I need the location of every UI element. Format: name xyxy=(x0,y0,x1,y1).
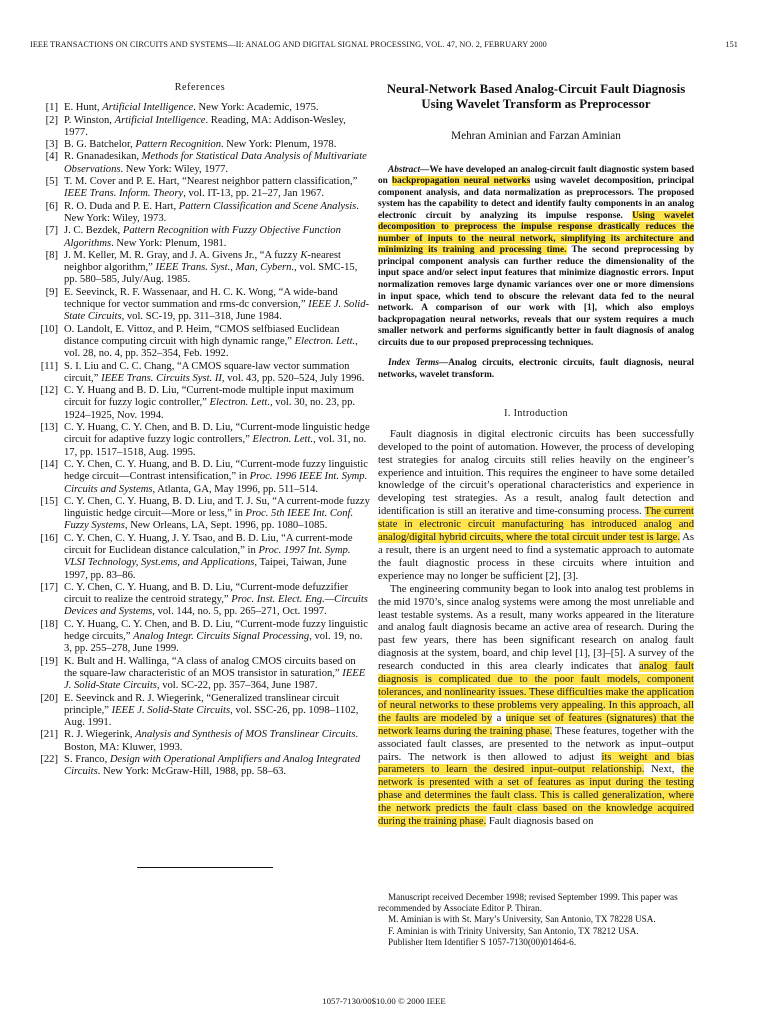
text-run: -nearest neighbor algorithm,” xyxy=(64,249,341,274)
footnote-pii: Publisher Item Identifier S 1057-7130(00)01464-6. xyxy=(388,936,577,947)
italic-text: K xyxy=(300,249,308,261)
highlighted-text: unique set of features (signatures) that the network learns during the training phase. xyxy=(378,712,694,737)
reference-number: [5] xyxy=(45,176,58,188)
footnote-received: Manuscript received December 1998; revised September 1999. This paper was recommended by Associate Editor P. Thiran. xyxy=(378,892,678,914)
text-run: Next, xyxy=(644,764,682,776)
italic-text: Methods for Statistical Data Analysis of Multivariate Observations xyxy=(64,151,367,175)
italic-text: IEEE J. Solid-State Circuits xyxy=(64,667,366,692)
running-header xyxy=(30,40,738,49)
reference-text xyxy=(64,361,370,386)
text-run: S. I. Liu and C. C. Chang, “A CMOS square-law vector summation circuit,” xyxy=(64,360,350,384)
reference-item xyxy=(30,115,370,140)
text-run: R. J. Wiegerink, xyxy=(64,729,136,741)
paper-title-line-2: Using Wavelet Transform as Preprocessor xyxy=(421,97,651,111)
text-run: . New York: Plenum, 1978. xyxy=(221,139,337,151)
text-run: J. M. Keller, M. R. Gray, and J. A. Givens Jr., “A fuzzy xyxy=(64,249,301,261)
reference-text xyxy=(64,115,370,140)
italic-text: Proc. 1997 Int. Symp. VLSI Technology, Syst.ems, and Applications xyxy=(64,544,351,569)
copyright-line: 1057-7130/00$10.00 © 2000 IEEE xyxy=(322,996,446,1006)
italic-text: Artificial Intelligence xyxy=(114,114,206,126)
reference-text xyxy=(64,459,370,496)
text-run: We have developed an analog-circuit fault diagnostic system based on xyxy=(378,164,694,187)
reference-text xyxy=(64,176,370,201)
text-run: , vol. SMC-15, pp. 580–585, July/Aug. 1985. xyxy=(64,262,358,286)
text-run: , Taipei, Taiwan, June 1997, pp. 83–86. xyxy=(64,557,347,581)
footnote xyxy=(378,892,694,948)
section-heading: I. Introduction xyxy=(504,408,568,420)
italic-text: Proc. Inst. Elect. Eng.—Circuits Devices and Systems xyxy=(64,594,368,618)
reference-item xyxy=(30,422,370,459)
reference-item xyxy=(30,385,370,422)
reference-item xyxy=(30,656,370,693)
reference-text xyxy=(64,151,370,176)
reference-number: [10] xyxy=(40,323,58,335)
reference-text xyxy=(64,729,370,754)
text-run: C. Y. Chen, C. Y. Huang, B. D. Liu, and T. J. Su, “A current-mode fuzzy linguistic hedge circuit—More or less,” in xyxy=(64,495,370,520)
text-run: K. Bult and H. Wallinga, “A class of analog CMOS circuits based on the square-law characteristic of an MOS transistor in saturation,” xyxy=(64,655,356,679)
reference-item xyxy=(30,176,370,201)
reference-text xyxy=(64,139,370,151)
reference-number: [3] xyxy=(45,139,58,151)
reference-number: [8] xyxy=(45,249,58,261)
abstract-body xyxy=(378,165,694,348)
italic-text: Design with Operational Amplifiers and Analog Integrated Circuits xyxy=(64,754,361,778)
text-run: , vol. 30, no. 23, pp. 1924–1925, Nov. 1994. xyxy=(64,397,356,421)
reference-item xyxy=(30,582,370,619)
reference-item xyxy=(30,754,370,779)
text-run: E. Seevinck, R. F. Wassenaar, and H. C. K. Wong, “A wide-band technique for vector summation and rms-dc conversion,” xyxy=(64,286,338,311)
reference-item xyxy=(30,225,370,250)
references-list xyxy=(30,102,370,778)
reference-text xyxy=(64,287,370,324)
italic-text: IEEE Trans. Circuits Syst. II xyxy=(101,372,222,384)
text-run: Fault diagnosis in digital electronic circuits has been successfully developed to the point of automation. However, the process of developing test strategies for analog circuits still relies heavily on the engineer’s experience and intuition. This requires the engineer to have some detailed knowledge of the circuit’s operational characteristics and experience in developing test strategies. As a result, analog fault detection and identification is still an iterative and time-consuming process. xyxy=(378,428,694,518)
italic-text: Analog Integr. Circuits Signal Processing xyxy=(133,631,310,643)
text-run: . New York: Wiley, 1973. xyxy=(64,200,359,224)
reference-text xyxy=(64,324,370,361)
reference-item xyxy=(30,533,370,582)
text-run: , Atlanta, GA, May 1996, pp. 511–514. xyxy=(152,483,319,495)
reference-text xyxy=(64,619,370,656)
reference-number: [17] xyxy=(40,581,58,593)
text-run: C. Y. Chen, C. Y. Huang, and B. D. Liu, “Current-mode fuzzy linguistic hedge circuit—Contrast intensification,” in xyxy=(64,458,368,483)
text-run: R. Gnanadesikan, xyxy=(64,151,142,163)
text-run: , vol. 144, no. 5, pp. 265–271, Oct. 1997. xyxy=(152,606,327,618)
text-run: C. Y. Huang, C. Y. Chen, and B. D. Liu, “Current-mode fuzzy linguistic hedge circuits,” xyxy=(64,618,368,643)
reference-number: [7] xyxy=(45,225,58,237)
reference-item xyxy=(30,459,370,496)
reference-number: [18] xyxy=(40,618,58,630)
page-number: 151 xyxy=(725,40,738,49)
italic-text: Analysis and Synthesis of MOS Translinear Circuits xyxy=(135,729,356,741)
reference-item xyxy=(30,693,370,730)
reference-number: [22] xyxy=(40,754,58,766)
reference-item xyxy=(30,324,370,361)
paper-authors: Mehran Aminian and Farzan Aminian xyxy=(451,130,621,142)
italic-text: Pattern Recognition with Fuzzy Objective Function Algorithms xyxy=(64,225,341,249)
text-run: , vol. 28, no. 4, pp. 352–354, Feb. 1992. xyxy=(64,335,358,360)
reference-text xyxy=(64,754,370,779)
text-run: E. Hunt, xyxy=(64,102,103,114)
text-run: Fault diagnosis based on xyxy=(486,816,594,828)
text-run: , vol. 43, pp. 520–524, July 1996. xyxy=(221,372,365,384)
text-run: S. Franco, xyxy=(64,754,110,766)
italic-text: Pattern Recognition xyxy=(135,139,221,151)
highlighted-text: Using wavelet decomposition to preprocess the impulse response drastically reduces the number of inputs to the neural network, simplifying its architecture and minimizing its training and processing time. xyxy=(378,210,694,256)
references-heading: References xyxy=(174,82,226,93)
text-run: J. C. Bezdek, xyxy=(64,225,123,237)
text-run: R. O. Duda and P. E. Hart, xyxy=(64,200,179,212)
footnote-affiliation-2: F. Aminian is with Trinity University, San Antonio, TX 78212 USA. xyxy=(388,925,639,936)
text-run: . New York: Academic, 1975. xyxy=(193,102,319,114)
highlighted-text: its weight and bias parameters to learn the desired input–output relationship. xyxy=(378,751,694,776)
reference-number: [15] xyxy=(40,495,58,507)
reference-item xyxy=(30,619,370,656)
text-run: B. G. Batchelor, xyxy=(64,139,136,151)
index-terms-text: Analog circuits, electronic circuits, fault diagnosis, neural networks, wavelet transform. xyxy=(378,358,694,380)
reference-number: [20] xyxy=(40,692,58,704)
reference-text xyxy=(64,656,370,693)
italic-text: Pattern Classification and Scene Analysis xyxy=(178,200,357,212)
paper-title xyxy=(378,82,694,112)
reference-number: [9] xyxy=(45,286,58,298)
text-run: , vol. 19, no. 3, pp. 255–278, June 1999. xyxy=(64,631,363,655)
italic-text: Artificial Intelligence xyxy=(102,102,194,114)
reference-item xyxy=(30,361,370,386)
reference-text xyxy=(64,201,370,226)
article-column xyxy=(378,82,694,829)
text-run: . New York: McGraw-Hill, 1988, pp. 58–63. xyxy=(97,766,287,778)
reference-text xyxy=(64,225,370,250)
running-head-text: IEEE TRANSACTIONS ON CIRCUITS AND SYSTEMS—II: ANALOG AND DIGITAL SIGNAL PROCESSING, VOL. 47, NO. 2, FEBRUARY 2000 xyxy=(30,40,547,49)
italic-text: Electron. Lett. xyxy=(252,434,314,446)
reference-number: [2] xyxy=(45,114,58,126)
text-run: C. Y. Huang, C. Y. Chen, and B. D. Liu, “Current-mode linguistic hedge circuit for adaptive fuzzy logic controllers,” xyxy=(64,422,370,446)
abstract xyxy=(378,165,694,350)
text-run: O. Landolt, E. Vittoz, and P. Heim, “CMOS selfbiased Euclidean distance computing circuit with high dynamic range,” xyxy=(64,323,340,347)
text-run: The second preprocessing by principal component analysis can further reduce the dimensionality of the input space and/or select input features that minimize diagnostic errors. Input normalization removes large dynamic variances over one or more dimensions in input space, which tend to obscure the relevant data fed to the neural network. A comparison of our work with [1], which also employs backpropagation neural networks, reveals that our system requires a much smaller network and performs significantly better in fault diagnosis of analog circuits due to our proposed preprocessing techniques. xyxy=(378,245,694,348)
text-run: C. Y. Chen, C. Y. Huang, and B. D. Liu, “Current-mode defuzzifier circuit to realize the centroid strategy,” xyxy=(64,581,349,606)
reference-item xyxy=(30,729,370,754)
index-terms-label: Index Terms— xyxy=(388,358,449,369)
highlighted-text: The current state in electronic circuit manufacturing has introduced analog and analog/digital hybrid circuits, where the total circuit under test is large. xyxy=(378,506,694,544)
reference-item xyxy=(30,287,370,324)
references-column xyxy=(30,82,370,779)
text-run: , vol. SC-19, pp. 311–318, June 1984. xyxy=(121,311,282,323)
footnote-rule xyxy=(137,867,273,868)
text-run: . Boston, MA: Kluwer, 1993. xyxy=(64,729,359,753)
text-run: , vol. IT-13, pp. 21–27, Jan 1967. xyxy=(183,188,325,200)
reference-text xyxy=(64,422,370,459)
reference-item xyxy=(30,151,370,176)
abstract-label: Abstract— xyxy=(388,164,430,175)
text-run: , New Orleans, LA, Sept. 1996, pp. 1080–1085. xyxy=(124,520,328,532)
reference-number: [16] xyxy=(40,532,58,544)
italic-text: Electron. Lett. xyxy=(294,335,356,347)
intro-paragraph-2 xyxy=(378,584,694,829)
text-run: P. Winston, xyxy=(64,114,115,126)
reference-number: [21] xyxy=(40,729,58,741)
italic-text: Proc. 5th IEEE Int. Conf. Fuzzy Systems xyxy=(64,508,354,532)
text-run: , vol. SC-22, pp. 357–364, June 1987. xyxy=(156,680,318,692)
paper-title-line-1: Neural-Network Based Analog-Circuit Fault Diagnosis xyxy=(386,82,686,96)
reference-number: [1] xyxy=(45,102,58,114)
text-run: The engineering community began to look into analog test problems in the mid 1970’s, since analog systems were among the most unreliable and least testable systems. As a result, many works appeared in the literature and analog fault diagnosis became an active area of research. During the past few years, there has been significant research on analog fault diagnosis at the system, board, and chip level [1], [3]–[5]. A survey of the research conducted in this area clearly indicates that xyxy=(378,583,694,673)
text-run: . New York: Wiley, 1977. xyxy=(120,163,229,175)
text-run: , vol. 31, no. 17, pp. 1517–1518, Aug. 1995. xyxy=(64,434,367,458)
reference-item xyxy=(30,139,370,151)
highlighted-text: backpropagation neural networks xyxy=(392,176,531,187)
reference-text xyxy=(64,533,370,582)
reference-text xyxy=(64,385,370,422)
footnote-affiliation-1: M. Aminian is with St. Mary’s University, San Antonio, TX 78228 USA. xyxy=(388,914,656,925)
reference-text xyxy=(64,582,370,619)
text-run: . Reading, MA: Addison-Wesley, 1977. xyxy=(64,114,346,138)
italic-text: IEEE J. Solid-State Circuits xyxy=(64,299,370,323)
text-run: E. Seevinck and R. J. Wiegerink, “Generalized translinear circuit principle,” xyxy=(64,692,340,716)
text-run: T. M. Cover and P. E. Hart, “Nearest neighbor pattern classification,” xyxy=(64,176,358,188)
italic-text: IEEE Trans. Syst., Man, Cybern. xyxy=(155,262,295,274)
italic-text: IEEE J. Solid-State Circuits xyxy=(111,704,231,716)
reference-item xyxy=(30,102,370,114)
text-run: a xyxy=(492,712,506,724)
index-terms xyxy=(378,358,694,381)
reference-item xyxy=(30,201,370,226)
intro-paragraph-1 xyxy=(378,429,694,584)
highlighted-text: analog fault diagnosis is complicated due to the poor fault models, component tolerances, and nonlinearity issues. These difficulties make the application of neural networks to these problems very appealing. In this approach, all the faults are modeled by xyxy=(378,661,694,724)
reference-number: [6] xyxy=(45,200,58,212)
reference-number: [13] xyxy=(40,422,58,434)
reference-number: [11] xyxy=(40,360,58,372)
text-run: using wavelet decomposition, principal component analysis, and data normalization as preprocessors. The proposed system has the capability to detect and identify faulty components in an analog electronic circuit by analyzing its impulse response. xyxy=(378,176,695,221)
text-run: , vol. SSC-26, pp. 1098–1102, Aug. 1991. xyxy=(64,704,359,729)
reference-text xyxy=(64,102,370,114)
italic-text: Proc. 1996 IEEE Int. Symp. Circuits and Systems xyxy=(64,471,368,495)
reference-number: [14] xyxy=(40,458,58,470)
reference-number: [19] xyxy=(40,655,58,667)
text-run: These features, together with the associated fault classes, are presented to the network as input–output pairs. The network is then allowed to adjust xyxy=(378,725,694,763)
italic-text: IEEE Trans. Inform. Theory xyxy=(64,188,184,200)
reference-text xyxy=(64,693,370,730)
reference-text xyxy=(64,250,370,287)
text-run: C. Y. Chen, C. Y. Huang, J. Y. Tsao, and B. D. Liu, “A current-mode circuit for Euclidean distance calculation,” in xyxy=(64,532,353,556)
reference-number: [12] xyxy=(40,385,58,397)
reference-text xyxy=(64,496,370,533)
italic-text: Electron. Lett. xyxy=(209,397,270,409)
highlighted-text: the network is presented with a set of features as input during the testing phase and determines the fault class. This is called generalization, where the network predicts the fault class based on the knowledge acquired during the training phase. xyxy=(378,764,694,828)
text-run: . New York: Plenum, 1981. xyxy=(111,237,227,249)
reference-item xyxy=(30,496,370,533)
reference-number: [4] xyxy=(45,151,58,163)
text-run: As a result, there is an urgent need to find a systematic approach to automate the fault diagnostic process in these circuits where intuition and experience may no longer be sufficient [2], [3]. xyxy=(378,532,694,582)
reference-item xyxy=(30,250,370,287)
text-run: C. Y. Huang and B. D. Liu, “Current-mode multiple input maximum circuit for fuzzy logic controller,” xyxy=(64,385,354,409)
